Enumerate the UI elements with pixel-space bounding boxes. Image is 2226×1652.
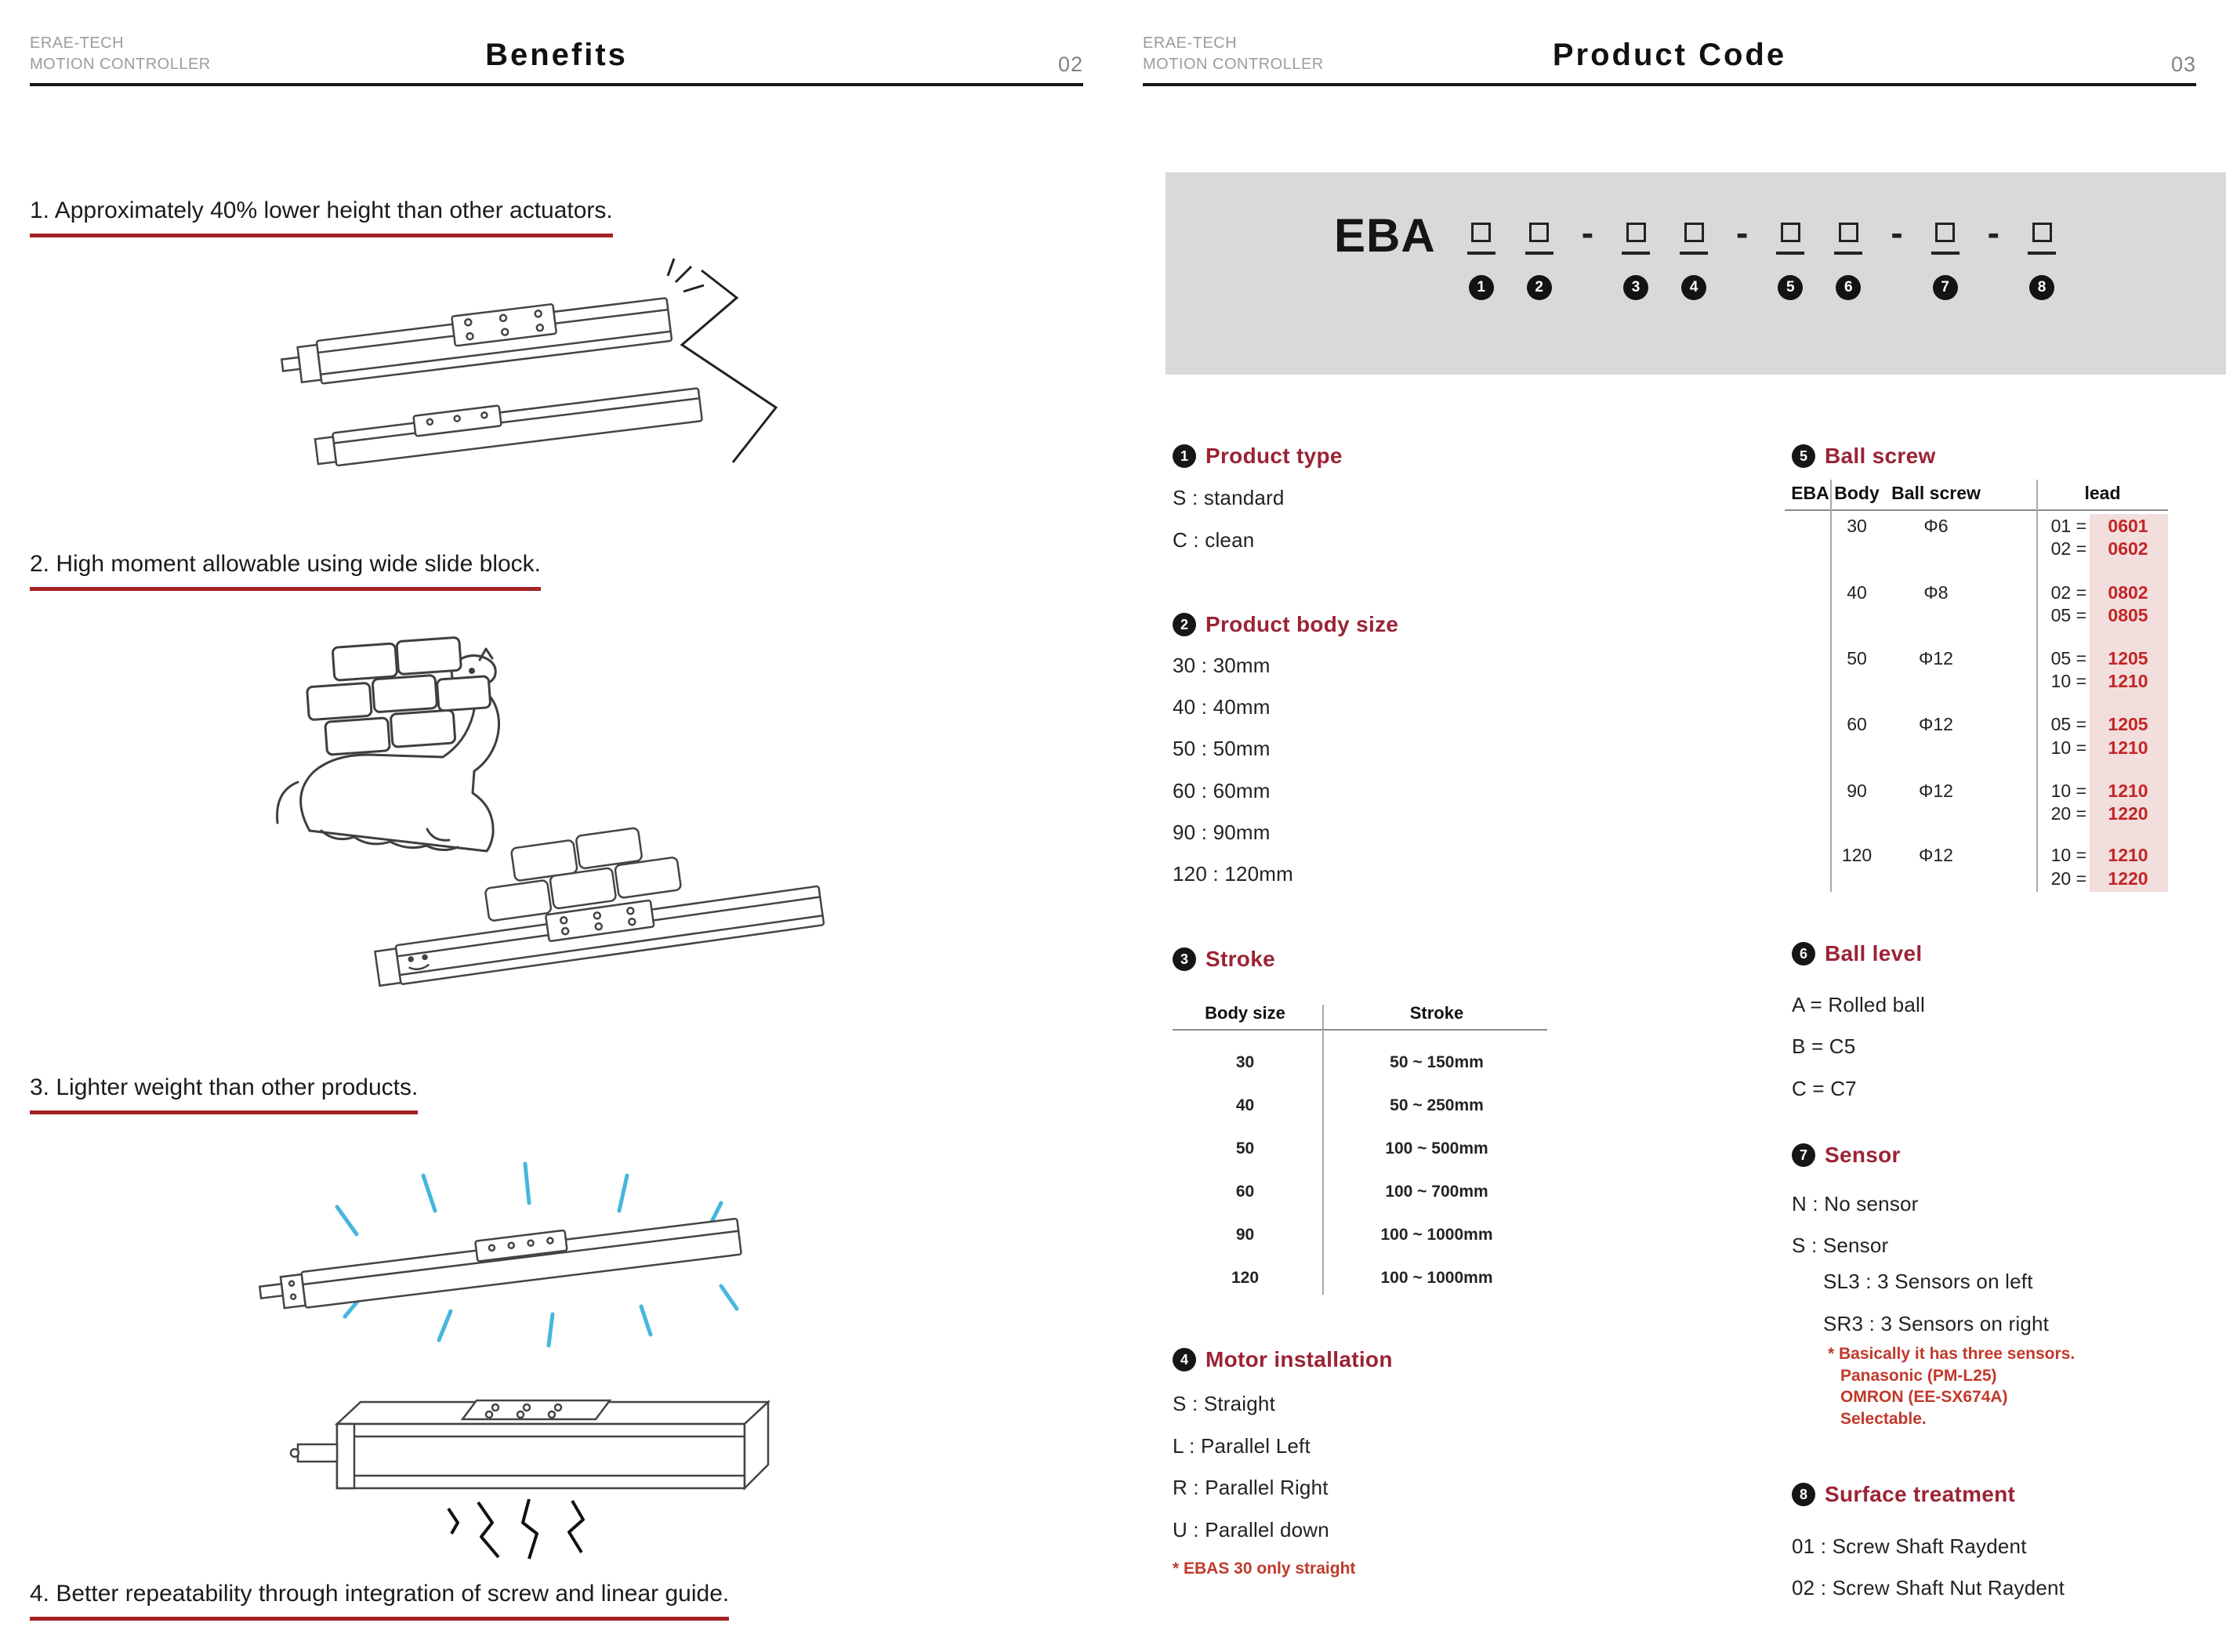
code-separator: - xyxy=(1891,212,1903,253)
code-box-underline xyxy=(1931,252,1960,255)
light-actuator-sketch xyxy=(257,1209,741,1313)
sensor-item: S : Sensor xyxy=(1792,1234,1889,1257)
section-title: Product type xyxy=(1205,444,1343,468)
bs-screw: Φ8 xyxy=(1923,582,1949,603)
section-title: Motor installation xyxy=(1205,1347,1393,1371)
stroke-row-body: 50 xyxy=(1235,1139,1255,1157)
position-badge-2: 2 xyxy=(1527,275,1552,300)
position-badge-6: 6 xyxy=(1836,275,1861,300)
section-ball-screw xyxy=(1792,444,1936,469)
code-box-underline xyxy=(1776,252,1804,255)
code-box-underline xyxy=(1622,252,1650,255)
code-separator: - xyxy=(1987,212,1999,253)
section-title: Ball screw xyxy=(1825,444,1936,468)
code-position-6 xyxy=(1833,219,1864,300)
bs-lead-key: 05 = xyxy=(2050,605,2086,625)
stroke-table-header-rule xyxy=(1173,1029,1547,1031)
light-weight-actuators-illustration xyxy=(219,1132,909,1567)
bs-lead-value: 1220 xyxy=(2108,803,2148,824)
section-number-badge: 5 xyxy=(1792,444,1815,468)
section-number-badge: 4 xyxy=(1173,1348,1196,1371)
ball-screw-header: lead xyxy=(2084,483,2121,503)
body-size-item: 60 : 60mm xyxy=(1173,779,1271,802)
section-number-badge: 7 xyxy=(1792,1143,1815,1167)
heavy-actuator-sketch xyxy=(291,1400,768,1488)
bs-lead-key: 02 = xyxy=(2050,582,2086,603)
ball-screw-header: Body xyxy=(1834,483,1880,503)
bs-body: 50 xyxy=(1847,648,1867,668)
section-product-type xyxy=(1173,444,1343,469)
section-title: Sensor xyxy=(1825,1143,1901,1167)
sensor-item: N : No sensor xyxy=(1792,1192,1919,1215)
sensor-sub-item: SR3 : 3 Sensors on right xyxy=(1823,1312,2050,1335)
code-box-underline xyxy=(1525,252,1553,255)
position-badge-5: 5 xyxy=(1778,275,1803,300)
ball-screw-divider xyxy=(1830,480,1832,892)
bs-lead-key: 10 = xyxy=(2050,845,2086,865)
section-number-badge: 2 xyxy=(1173,613,1196,636)
bs-body: 40 xyxy=(1847,582,1867,603)
sensor-note-line: Selectable. xyxy=(1840,1410,1927,1428)
bs-screw: Φ12 xyxy=(1919,781,1953,801)
code-box-icon xyxy=(1781,223,1800,242)
page-title: Benefits xyxy=(485,38,628,72)
bs-screw: Φ12 xyxy=(1919,714,1953,734)
section-number-badge: 1 xyxy=(1173,444,1196,468)
body-size-item: 40 : 40mm xyxy=(1173,695,1271,719)
bs-lead-value: 1205 xyxy=(2108,648,2148,668)
bs-screw: Φ12 xyxy=(1919,648,1953,668)
stroke-table-header: Body size xyxy=(1205,1003,1285,1023)
bs-lead-value: 1220 xyxy=(2108,868,2148,889)
benefit-heading-1: 1. Approximately 40% lower height than other actuators. xyxy=(30,197,613,237)
stroke-row-body: 90 xyxy=(1235,1226,1255,1244)
section-number-badge: 3 xyxy=(1173,947,1196,971)
bs-lead-key: 05 = xyxy=(2050,648,2086,668)
motor-item: R : Parallel Right xyxy=(1173,1476,1329,1499)
motor-note: * EBAS 30 only straight xyxy=(1173,1560,1356,1578)
stroke-row-body: 60 xyxy=(1235,1183,1255,1201)
code-position-5 xyxy=(1775,219,1806,300)
bs-lead-key: 01 = xyxy=(2050,516,2086,536)
code-box-underline xyxy=(2028,252,2056,255)
brand-line-2: MOTION CONTROLLER xyxy=(30,56,211,73)
benefit-heading-3: 3. Lighter weight than other products. xyxy=(30,1074,418,1114)
stroke-row-range: 100 ~ 700mm xyxy=(1385,1183,1488,1201)
benefit-heading-2: 2. High moment allowable using wide slide block. xyxy=(30,551,541,591)
product-code-page xyxy=(1113,0,2226,1652)
section-number-badge: 6 xyxy=(1792,942,1815,965)
code-box-underline xyxy=(1680,252,1708,255)
code-separator: - xyxy=(1736,212,1749,253)
body-size-item: 50 : 50mm xyxy=(1173,737,1271,760)
bs-lead-value: 1210 xyxy=(2108,737,2148,758)
stroke-row-range: 50 ~ 150mm xyxy=(1390,1053,1484,1071)
stroke-row-range: 100 ~ 1000mm xyxy=(1380,1269,1493,1287)
bs-lead-value: 1205 xyxy=(2108,714,2148,734)
bs-body: 120 xyxy=(1841,845,1873,865)
product-code-banner xyxy=(1166,172,2226,375)
bs-lead-key: 05 = xyxy=(2050,714,2086,734)
code-position-1 xyxy=(1466,219,1497,300)
section-title: Product body size xyxy=(1205,612,1399,636)
position-badge-8: 8 xyxy=(2029,275,2054,300)
camel-carrying-blocks-illustration xyxy=(204,596,894,1034)
surface-item: 02 : Screw Shaft Nut Raydent xyxy=(1792,1576,2065,1599)
bs-body: 30 xyxy=(1847,516,1867,536)
benefits-page-header xyxy=(30,24,1083,86)
bs-lead-key: 20 = xyxy=(2050,868,2086,889)
bs-lead-key: 20 = xyxy=(2050,803,2086,824)
lead-column-highlight xyxy=(2090,514,2168,892)
section-stroke xyxy=(1173,947,1275,972)
code-position-2 xyxy=(1524,219,1555,300)
section-surface-treatment xyxy=(1792,1482,2015,1507)
stroke-row-body: 30 xyxy=(1235,1053,1255,1071)
section-title: Surface treatment xyxy=(1825,1482,2016,1506)
sensor-note-line: * Basically it has three sensors. xyxy=(1828,1345,2076,1363)
section-sensor xyxy=(1792,1143,1901,1168)
code-box-icon xyxy=(1684,223,1704,242)
ball-screw-header: Ball screw xyxy=(1891,483,1981,503)
section-motor-installation xyxy=(1173,1347,1393,1372)
bs-lead-value: 0601 xyxy=(2108,516,2148,536)
stroke-row-range: 50 ~ 250mm xyxy=(1390,1096,1484,1114)
stroke-row-range: 100 ~ 1000mm xyxy=(1380,1226,1493,1244)
sensor-sub-item: SL3 : 3 Sensors on left xyxy=(1823,1270,2033,1293)
bs-screw: Φ12 xyxy=(1919,845,1953,865)
position-badge-1: 1 xyxy=(1469,275,1494,300)
body-size-item: 30 : 30mm xyxy=(1173,654,1271,677)
motor-item: S : Straight xyxy=(1173,1392,1276,1415)
ball-screw-header: EBA xyxy=(1791,483,1829,503)
code-box-icon xyxy=(1839,223,1858,242)
bs-lead-key: 02 = xyxy=(2050,538,2086,559)
code-box-icon xyxy=(1471,223,1491,242)
code-box-icon xyxy=(1935,223,1955,242)
bs-lead-value: 1210 xyxy=(2108,845,2148,865)
page-title: Product Code xyxy=(1552,38,1787,72)
code-position-3 xyxy=(1620,219,1651,300)
spark-icon xyxy=(668,259,704,292)
page-number: 02 xyxy=(1057,53,1083,76)
code-box-underline xyxy=(1834,252,1862,255)
section-title: Stroke xyxy=(1205,947,1275,971)
body-size-item: 90 : 90mm xyxy=(1173,821,1271,844)
bs-lead-key: 10 = xyxy=(2050,781,2086,801)
sensor-note-line: OMRON (EE-SX674A) xyxy=(1840,1388,2008,1406)
product-type-item: S : standard xyxy=(1173,486,1285,509)
position-badge-7: 7 xyxy=(1933,275,1958,300)
body-size-item: 120 : 120mm xyxy=(1173,862,1293,886)
brand-line-1: ERAE-TECH xyxy=(1143,34,1238,52)
motor-item: U : Parallel down xyxy=(1173,1518,1329,1542)
code-position-4 xyxy=(1678,219,1709,300)
ball-screw-header-rule xyxy=(1785,509,2168,511)
bs-lead-value: 1210 xyxy=(2108,781,2148,801)
position-badge-3: 3 xyxy=(1623,275,1648,300)
stroke-row-body: 40 xyxy=(1235,1096,1255,1114)
code-box-underline xyxy=(1467,252,1495,255)
bs-lead-value: 0805 xyxy=(2108,605,2148,625)
brand-line-2: MOTION CONTROLLER xyxy=(1143,56,1324,73)
lower-actuator-sketch xyxy=(314,381,702,468)
section-body-size xyxy=(1173,612,1398,637)
code-box-icon xyxy=(1529,223,1549,242)
crack-marks-icon xyxy=(448,1499,583,1559)
upper-actuator-sketch xyxy=(279,290,672,388)
stroke-row-body: 120 xyxy=(1231,1269,1260,1287)
brand-line-1: ERAE-TECH xyxy=(30,34,125,52)
benefit-heading-4: 4. Better repeatability through integration of screw and linear guide. xyxy=(30,1581,729,1621)
motor-item: L : Parallel Left xyxy=(1173,1434,1311,1458)
code-box-icon xyxy=(1626,223,1646,242)
code-position-8 xyxy=(2026,219,2057,300)
bs-lead-key: 10 = xyxy=(2050,737,2086,758)
code-box-icon xyxy=(2032,223,2052,242)
ball-level-item: C = C7 xyxy=(1792,1077,1857,1100)
bs-lead-value: 0602 xyxy=(2108,538,2148,559)
bs-body: 60 xyxy=(1847,714,1867,734)
section-title: Ball level xyxy=(1825,941,1923,965)
code-separator: - xyxy=(1581,212,1594,253)
bs-lead-value: 1210 xyxy=(2108,671,2148,691)
product-type-item: C : clean xyxy=(1173,528,1255,552)
bs-lead-value: 0802 xyxy=(2108,582,2148,603)
code-prefix: EBA xyxy=(1334,209,1436,262)
stroke-table-header: Stroke xyxy=(1409,1003,1464,1023)
section-ball-level xyxy=(1792,941,1922,966)
surface-item: 01 : Screw Shaft Raydent xyxy=(1792,1534,2027,1558)
section-number-badge: 8 xyxy=(1792,1483,1815,1506)
position-badge-4: 4 xyxy=(1681,275,1706,300)
code-position-7 xyxy=(1930,219,1961,300)
product-code-page-header xyxy=(1143,24,2196,86)
bs-body: 90 xyxy=(1847,781,1867,801)
stroke-row-range: 100 ~ 500mm xyxy=(1385,1139,1488,1157)
page-number: 03 xyxy=(2170,53,2196,76)
low-height-actuators-illustration xyxy=(274,251,886,494)
ball-level-item: A = Rolled ball xyxy=(1792,993,1925,1016)
bs-lead-key: 10 = xyxy=(2050,671,2086,691)
bs-screw: Φ6 xyxy=(1923,516,1949,536)
ball-level-item: B = C5 xyxy=(1792,1034,1856,1058)
sensor-note-line: Panasonic (PM-L25) xyxy=(1840,1367,1997,1385)
